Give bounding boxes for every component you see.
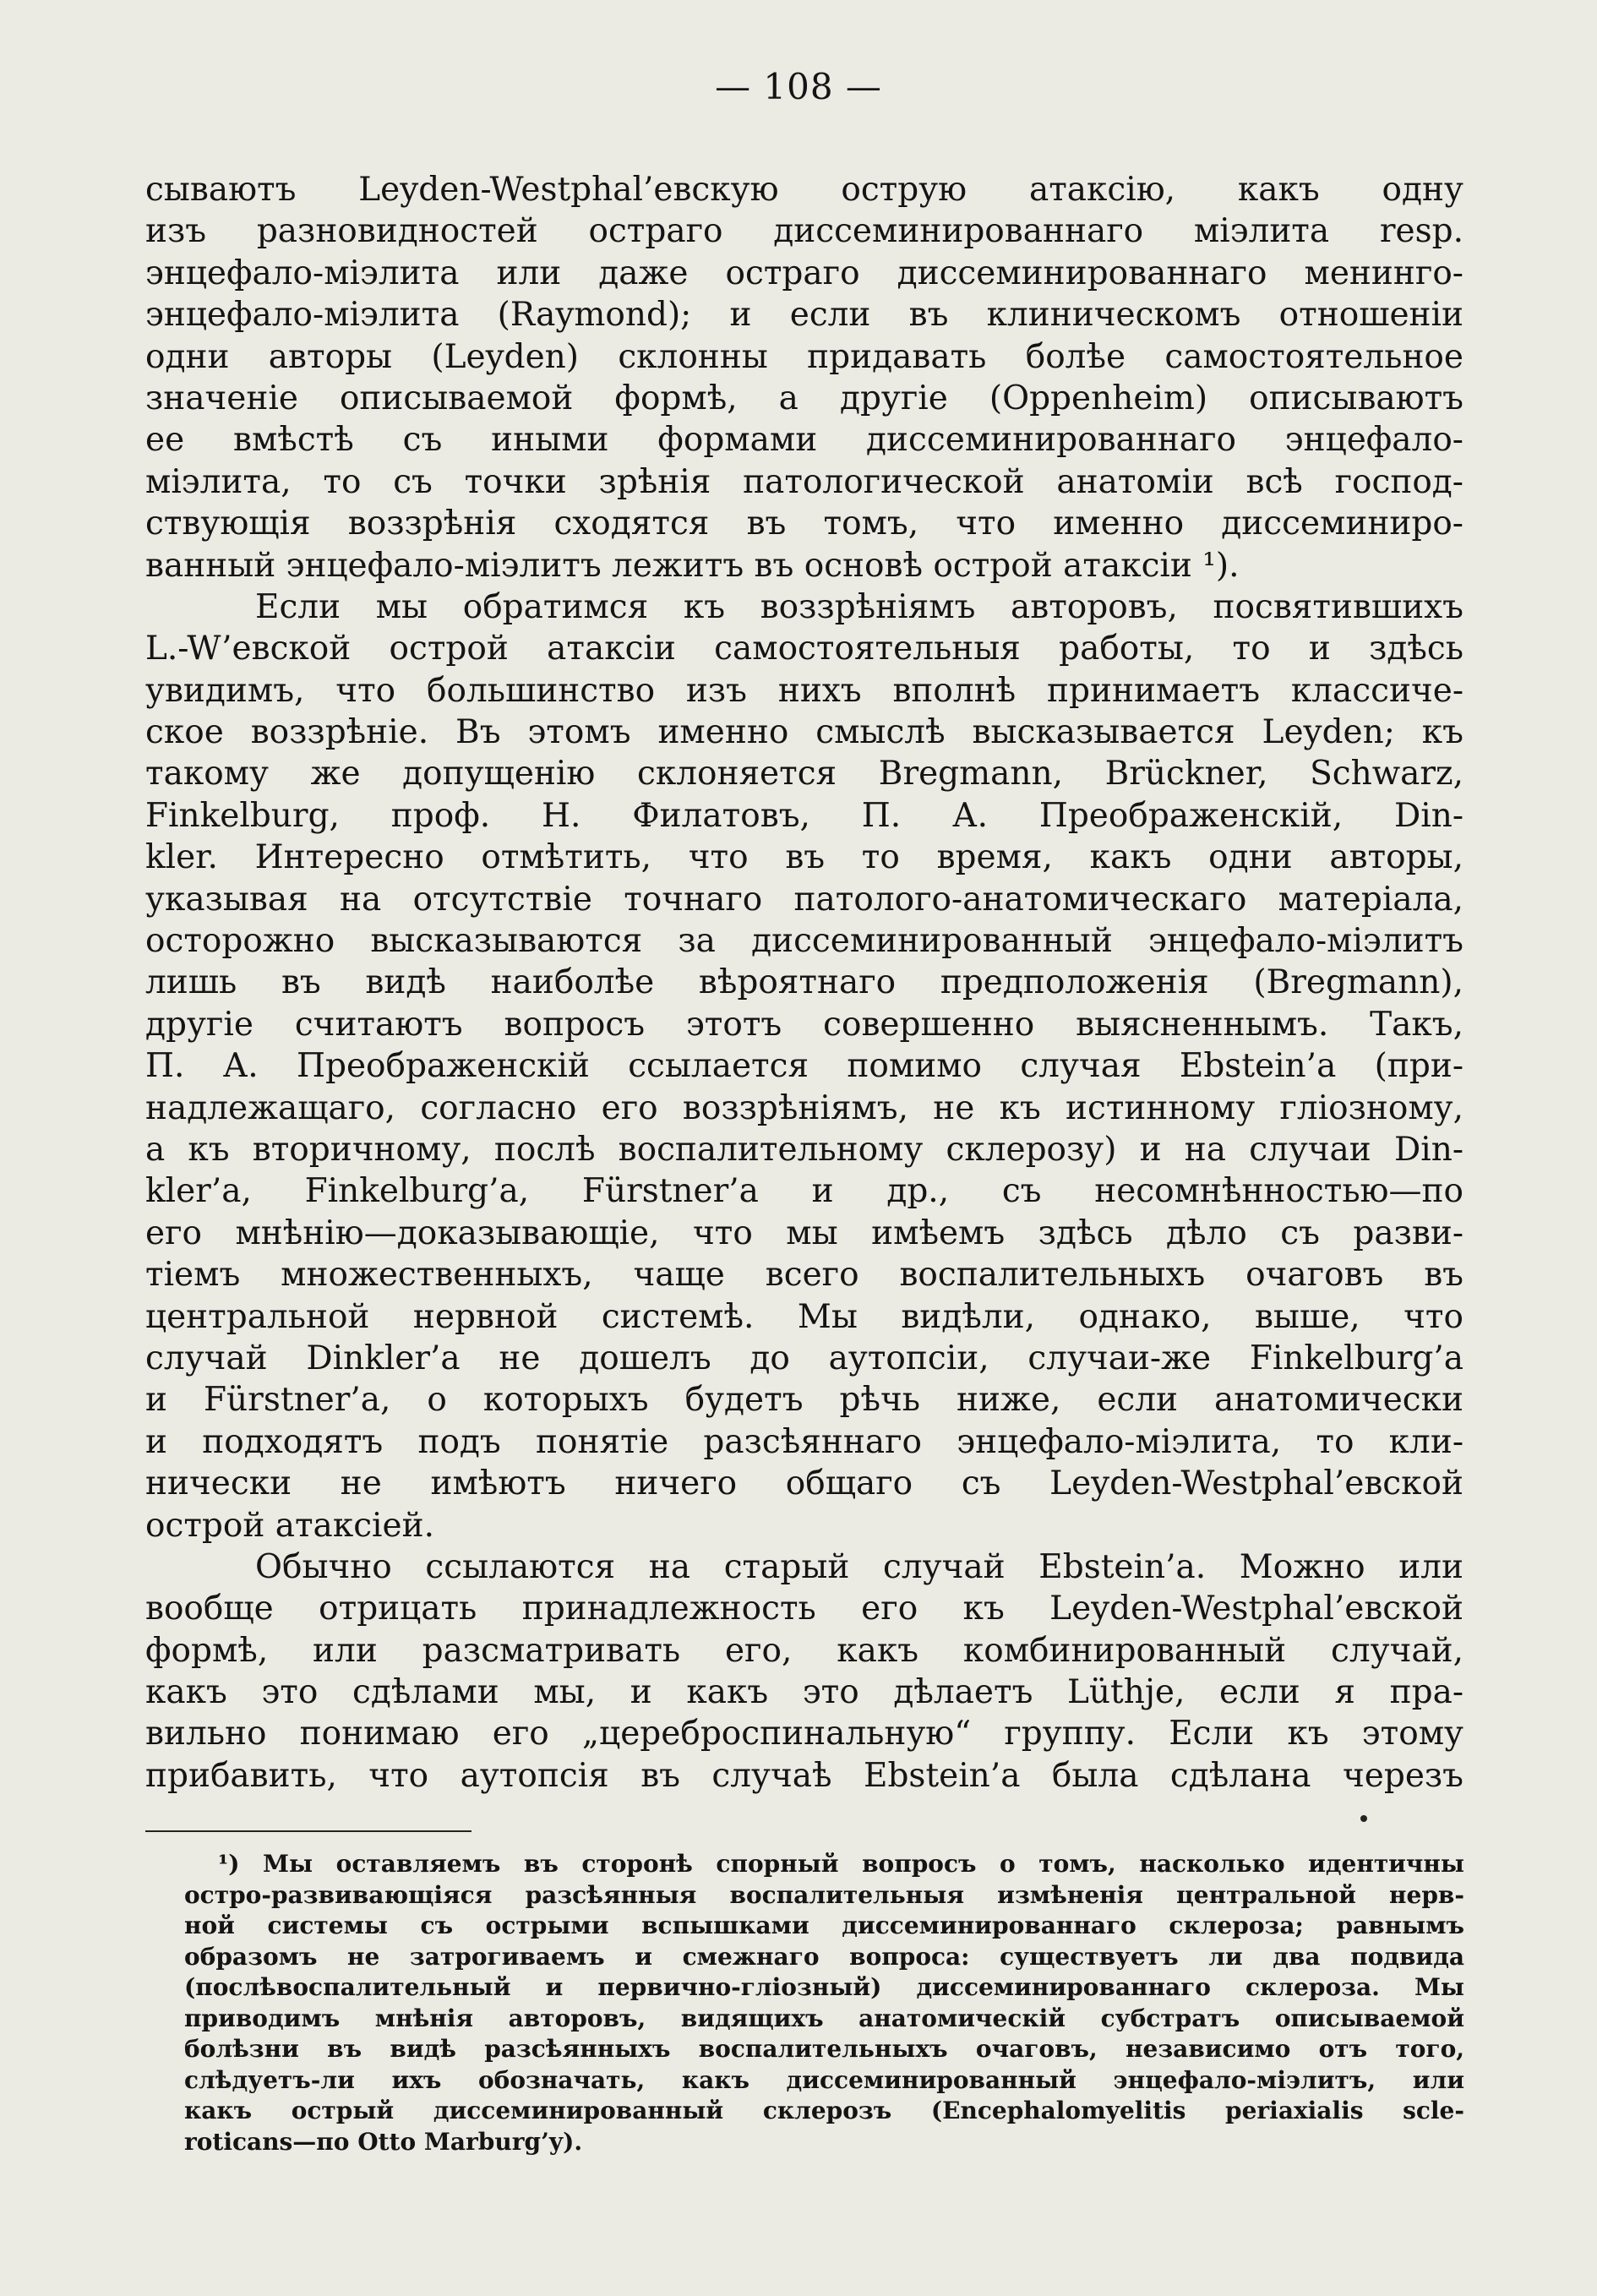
text-line: надлежащаго, согласно его воззрѣніямъ, не къ истинному гліозному, xyxy=(145,1088,1463,1127)
text-line: сываютъ Leyden-Westphal’евскую острую атаксію, какъ одну xyxy=(145,171,1463,209)
page-number: — 108 — xyxy=(715,66,882,107)
text-line: L.-W’евской острой атаксіи самостоятельныя работы, то и здѣсь xyxy=(145,630,1463,668)
footnote-line: ¹) Мы оставляемъ въ сторонѣ спорный вопросъ о томъ, насколько идентичны xyxy=(218,1850,1464,1878)
body-text xyxy=(145,169,1463,1797)
text-line: центральной нервной системѣ. Мы видѣли, однако, выше, что xyxy=(145,1297,1463,1336)
footnote-line: (послѣвоспалительный и первично-гліозный) диссеминированнаго склероза. Мы xyxy=(184,1973,1464,2001)
footnote-line: ной системы съ острыми вспышками диссеминированнаго склероза; равнымъ xyxy=(184,1912,1464,1939)
text-line: одни авторы (Leyden) склонны придавать болѣе самостоятельное xyxy=(145,337,1463,376)
text-line: kler. Интересно отмѣтить, что въ то время, какъ одни авторы, xyxy=(145,838,1463,877)
text-line: и подходятъ подъ понятіе разсѣяннаго энцефало-міэлита, то кли- xyxy=(145,1422,1463,1461)
text-line: осторожно высказываются за диссеминированный энцефало-міэлитъ xyxy=(145,922,1463,961)
footnote-line: слѣдуетъ-ли ихъ обозначать, какъ диссеминированный энцефало-міэлитъ, или xyxy=(184,2065,1464,2094)
paragraph-end-line: ванный энцефало-міэлитъ лежитъ въ основѣ острой атаксіи ¹). xyxy=(145,546,1240,585)
text-line: а къ вторичному, послѣ воспалительному склерозу) и на случаи Din- xyxy=(145,1130,1463,1169)
text-line: формѣ, или разсматривать его, какъ комбинированный случай, xyxy=(145,1631,1463,1670)
footnote-line: образомъ не затрогиваемъ и смежнаго вопроса: существуетъ ли два подвида xyxy=(184,1942,1464,1971)
footnote-line: приводимъ мнѣнія авторовъ, видящихъ анатомическій субстратъ описываемой xyxy=(184,2004,1464,2032)
text-line: указывая на отсутствіе точнаго патолого-анатомическаго матеріала, xyxy=(145,880,1463,919)
footnote-line: болѣзни въ видѣ разсѣянныхъ воспалительныхъ очаговъ, независимо отъ того, xyxy=(184,2035,1464,2063)
text-line: Finkelburg, проф. Н. Филатовъ, П. А. Преображенскій, Din- xyxy=(145,796,1463,835)
text-line: случай Dinkler’a не дошелъ до аутопсіи, случаи-же Finkelburg’a xyxy=(145,1339,1463,1377)
footnote-divider xyxy=(145,1830,471,1832)
text-line: значеніе описываемой формѣ, а другіе (Oppenheim) описываютъ xyxy=(145,379,1463,417)
paragraph-start-line: Если мы обратимся къ воззрѣніямъ авторовъ, посвятившихъ xyxy=(255,587,1463,626)
text-line: вообще отрицать принадлежность его къ Leyden-Westphal’евской xyxy=(145,1590,1463,1628)
text-line: изъ разновидностей остраго диссеминированнаго міэлита resp. xyxy=(145,212,1463,251)
footnote xyxy=(184,1849,1464,2157)
text-line: kler’a, Finkelburg’a, Fürstner’a и др., съ несомнѣнностью—по xyxy=(145,1172,1463,1211)
text-line: прибавить, что аутопсія въ случаѣ Ebstein’a была сдѣлана черезъ xyxy=(145,1756,1463,1795)
text-line: вильно понимаю его „цереброспинальную“ группу. Если къ этому xyxy=(145,1715,1463,1753)
footnote-line: roticans—по Otto Marburg’y). xyxy=(184,2127,583,2156)
text-line: ствующія воззрѣнія сходятся въ томъ, что именно диссеминиро- xyxy=(145,504,1463,543)
text-line: ское воззрѣніе. Въ этомъ именно смыслѣ высказывается Leyden; къ xyxy=(145,713,1463,752)
text-line: энцефало-міэлита или даже остраго диссеминированнаго менинго- xyxy=(145,254,1463,292)
text-line: энцефало-міэлита (Raymond); и если въ клиническомъ отношеніи xyxy=(145,296,1463,335)
paragraph-start-line: Обычно ссылаются на старый случай Ebstein’a. Можно или xyxy=(255,1547,1463,1586)
text-line: его мнѣнію—доказывающіе, что мы имѣемъ здѣсь дѣло съ разви- xyxy=(145,1213,1463,1252)
text-line: лишь въ видѣ наиболѣе вѣроятнаго предположенія (Bregmann), xyxy=(145,963,1463,1002)
ink-speck xyxy=(1360,1815,1367,1822)
footnote-line: какъ острый диссеминированный склерозъ (Encephalomyelitis periaxialis scle- xyxy=(184,2097,1464,2124)
text-line: увидимъ, что большинство изъ нихъ вполнѣ принимаетъ классиче- xyxy=(145,671,1463,710)
text-line: П. А. Преображенскій ссылается помимо случая Ebstein’a (при- xyxy=(145,1047,1463,1086)
text-line: ее вмѣстѣ съ иными формами диссеминированнаго энцефало- xyxy=(145,421,1463,460)
text-line: тіемъ множественныхъ, чаще всего воспалительныхъ очаговъ въ xyxy=(145,1256,1463,1295)
footnote-line: остро-развивающіяся разсѣянныя воспалительныя измѣненія центральной нерв- xyxy=(184,1880,1464,1909)
text-line: какъ это сдѣлами мы, и какъ это дѣлаетъ Lüthje, если я пра- xyxy=(145,1673,1463,1712)
text-line: міэлита, то съ точки зрѣнія патологической анатоміи всѣ господ- xyxy=(145,462,1463,501)
text-line: нически не имѣютъ ничего общаго съ Leyden-Westphal’евской xyxy=(145,1464,1463,1503)
text-line: и Fürstner’a, о которыхъ будетъ рѣчь ниже, если анатомически xyxy=(145,1381,1463,1420)
paragraph-end-line: острой атаксіей. xyxy=(145,1506,434,1545)
text-line: другіе считаютъ вопросъ этотъ совершенно выясненнымъ. Такъ, xyxy=(145,1005,1463,1044)
text-line: такому же допущенію склоняется Bregmann, Brückner, Schwarz, xyxy=(145,755,1463,794)
